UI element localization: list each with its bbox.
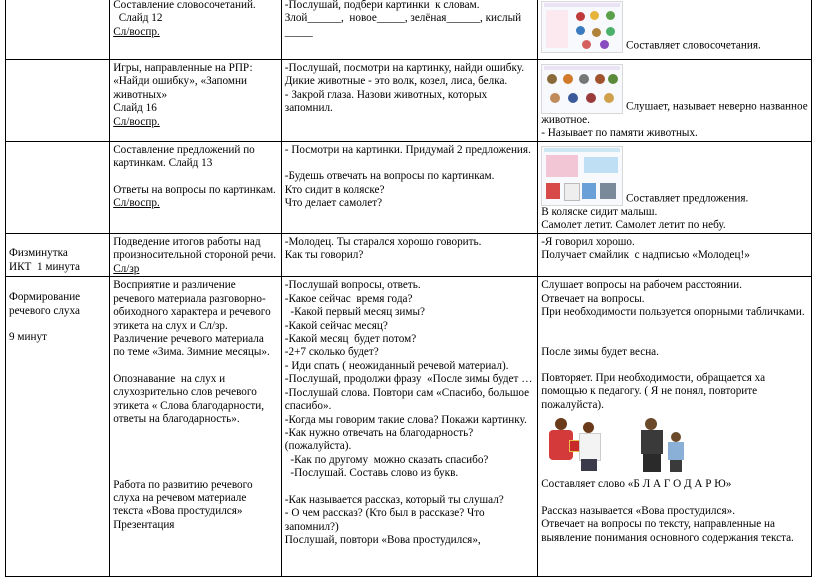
stage-text: Физминутка: [9, 247, 68, 260]
table-row: [6, 233, 812, 276]
student-text: Слушает, называет неверно названное животное.: [541, 100, 808, 126]
student-text: Составляет слово «Б Л А Г О Д А Р Ю»: [541, 478, 732, 491]
activity-text: Сл/воспр.: [113, 115, 160, 128]
sentence-pictures-image: [541, 146, 623, 206]
student-text: В коляске сидит малыш.: [541, 205, 658, 218]
student-text: Отвечает на вопросы.: [541, 292, 645, 305]
activity-text: Игры, направленные на РПР: «Найди ошибку», «Запомни животных»: [113, 62, 256, 101]
activity-text: Опознавание на слух и слухозрительно слов речевого этикета « Слова благодарности, ответы на благодарность».: [113, 372, 267, 426]
student-text: После зимы будет весна.: [541, 345, 659, 358]
teacher-text: -Как по другому можно сказать спасибо?: [284, 453, 489, 466]
teacher-text: -Какой сейчас месяц?: [284, 319, 388, 332]
teacher-text: -Как нужно отвечать на благодарность? (пожалуйста).: [284, 427, 477, 453]
stage-cell: [6, 60, 110, 142]
student-cell: [538, 60, 812, 142]
stage-cell: [6, 0, 110, 60]
teacher-cell: [281, 233, 537, 276]
stage-text: ИКТ 1 минута: [9, 260, 80, 273]
teacher-text: -Какой месяц будет потом?: [284, 332, 417, 345]
teacher-text: -Послушай. Составь слово из букв.: [284, 467, 459, 480]
teacher-text: _____: [284, 25, 313, 38]
teacher-text: Послушай, повтори «Вова простудился»,: [284, 534, 481, 547]
teacher-text: -2+7 сколько будет?: [284, 346, 379, 359]
wild-animals-picture-image: [541, 64, 623, 114]
teacher-text: -Какой первый месяц зимы?: [284, 306, 425, 319]
activity-cell: [110, 60, 282, 142]
teacher-text: -Когда мы говорим такие слова? Покажи картинку.: [284, 413, 527, 426]
activity-text: Слайд 12: [113, 12, 163, 25]
stage-cell: [6, 141, 110, 233]
activity-cell: [110, 233, 282, 276]
activity-text: Ответы на вопросы по картинкам.: [113, 183, 276, 196]
activity-text: Сл/зр: [113, 262, 140, 275]
activity-cell: [110, 277, 282, 577]
student-text: Получает смайлик с надписью «Молодец!»: [541, 249, 750, 262]
table-row: [6, 277, 812, 577]
stage-text: Формирование речевого слуха: [9, 291, 83, 317]
student-text: Составляет предложения.: [626, 192, 749, 205]
student-text: При необходимости пользуется опорными табличками.: [541, 306, 805, 319]
activity-cell: [110, 0, 282, 60]
thank-you-picture-image: [541, 416, 808, 474]
activity-text: Работа по развитию речевого слуха на речевом материале текста «Вова простудился» Презентация: [113, 478, 256, 531]
student-text: -Я говорил хорошо.: [541, 235, 635, 248]
teacher-text: -Послушай, посмотри на картинку, найди ошибку.: [284, 62, 525, 74]
teacher-text: Дикие животные - это волк, козел, лиса, белка.: [284, 75, 508, 88]
activity-text: Слайд 16: [113, 102, 157, 115]
teacher-text: - О чем рассказ? (Кто был в рассказе? Что запомнил?): [284, 507, 488, 533]
teacher-text: Как ты говорил?: [284, 249, 364, 262]
activity-text: Различение речевого материала по теме «Зима. Зимние месяцы».: [113, 332, 270, 359]
teacher-text: - Посмотри на картинки. Придумай 2 предложения.: [284, 143, 531, 156]
student-text: Отвечает на вопросы по тексту, направленные на выявление понимания основного содержания текста.: [541, 518, 794, 544]
activity-cell: [110, 141, 282, 233]
teacher-text: - Закрой глаза. Назови животных, которых запомнил.: [284, 88, 490, 115]
student-cell: [538, 233, 812, 276]
picture-cards-word-combinations-image: [541, 1, 623, 53]
teacher-text: -Послушай слова. Повтори сам «Спасибо, большое спасибо».: [284, 386, 532, 413]
student-text: Рассказ называется «Вова простудился».: [541, 504, 736, 517]
teacher-cell: [281, 0, 537, 60]
activity-text: Восприятие и различение речевого материала разговорно-обиходного характера и речевого этикета на слух и Сл/зр.: [113, 279, 274, 332]
stage-cell: [6, 233, 110, 276]
student-cell: [538, 277, 812, 577]
table-row: [6, 60, 812, 142]
student-text: Самолет летит. Самолет летит по небу.: [541, 219, 726, 232]
activity-text: Сл/воспр.: [113, 25, 160, 38]
student-cell: [538, 0, 812, 60]
activity-text: Составление предложений по картинкам. Слайд 13: [113, 143, 258, 170]
teacher-cell: [281, 277, 537, 577]
student-text: Слушает вопросы на рабочем расстоянии.: [541, 279, 742, 292]
teacher-text: - Иди спать ( неожиданный речевой материал).: [284, 359, 509, 372]
table-row: [6, 0, 812, 60]
teacher-text: -Как называется рассказ, который ты слушал?: [284, 493, 504, 506]
teacher-text: -Послушай, подбери картинки к словам.: [284, 0, 480, 11]
table-row: [6, 141, 812, 233]
teacher-text: -Послушай вопросы, ответь.: [284, 279, 421, 292]
teacher-text: -Молодец. Ты старался хорошо говорить.: [284, 235, 482, 248]
activity-text: Сл/воспр.: [113, 197, 160, 210]
student-text: - Называет по памяти животных.: [541, 127, 698, 140]
teacher-text: -Послушай, продолжи фразу «После зимы будет …: [284, 373, 533, 386]
student-text: Повторяет. При необходимости, обращается ха помощью к педагогу. ( Я не понял, повторите пожалуйста).: [541, 371, 768, 411]
teacher-text: Кто сидит в коляске?: [284, 183, 385, 196]
student-text: Составляет словосочетания.: [626, 39, 761, 52]
lesson-plan-table: [5, 0, 812, 577]
activity-text: Составление словосочетаний.: [113, 0, 256, 11]
stage-text: 9 минут: [9, 331, 47, 344]
student-cell: [538, 141, 812, 233]
teacher-cell: [281, 60, 537, 142]
activity-text: Подведение итогов работы над произносительной стороной речи.: [113, 235, 279, 262]
teacher-text: -Будешь отвечать на вопросы по картинкам.: [284, 170, 495, 183]
stage-cell: [6, 277, 110, 577]
teacher-text: Что делает самолет?: [284, 197, 383, 210]
teacher-text: -Какое сейчас время года?: [284, 292, 413, 305]
teacher-cell: [281, 141, 537, 233]
teacher-text: Злой______, новое_____, зелёная______, кислый: [284, 12, 522, 25]
